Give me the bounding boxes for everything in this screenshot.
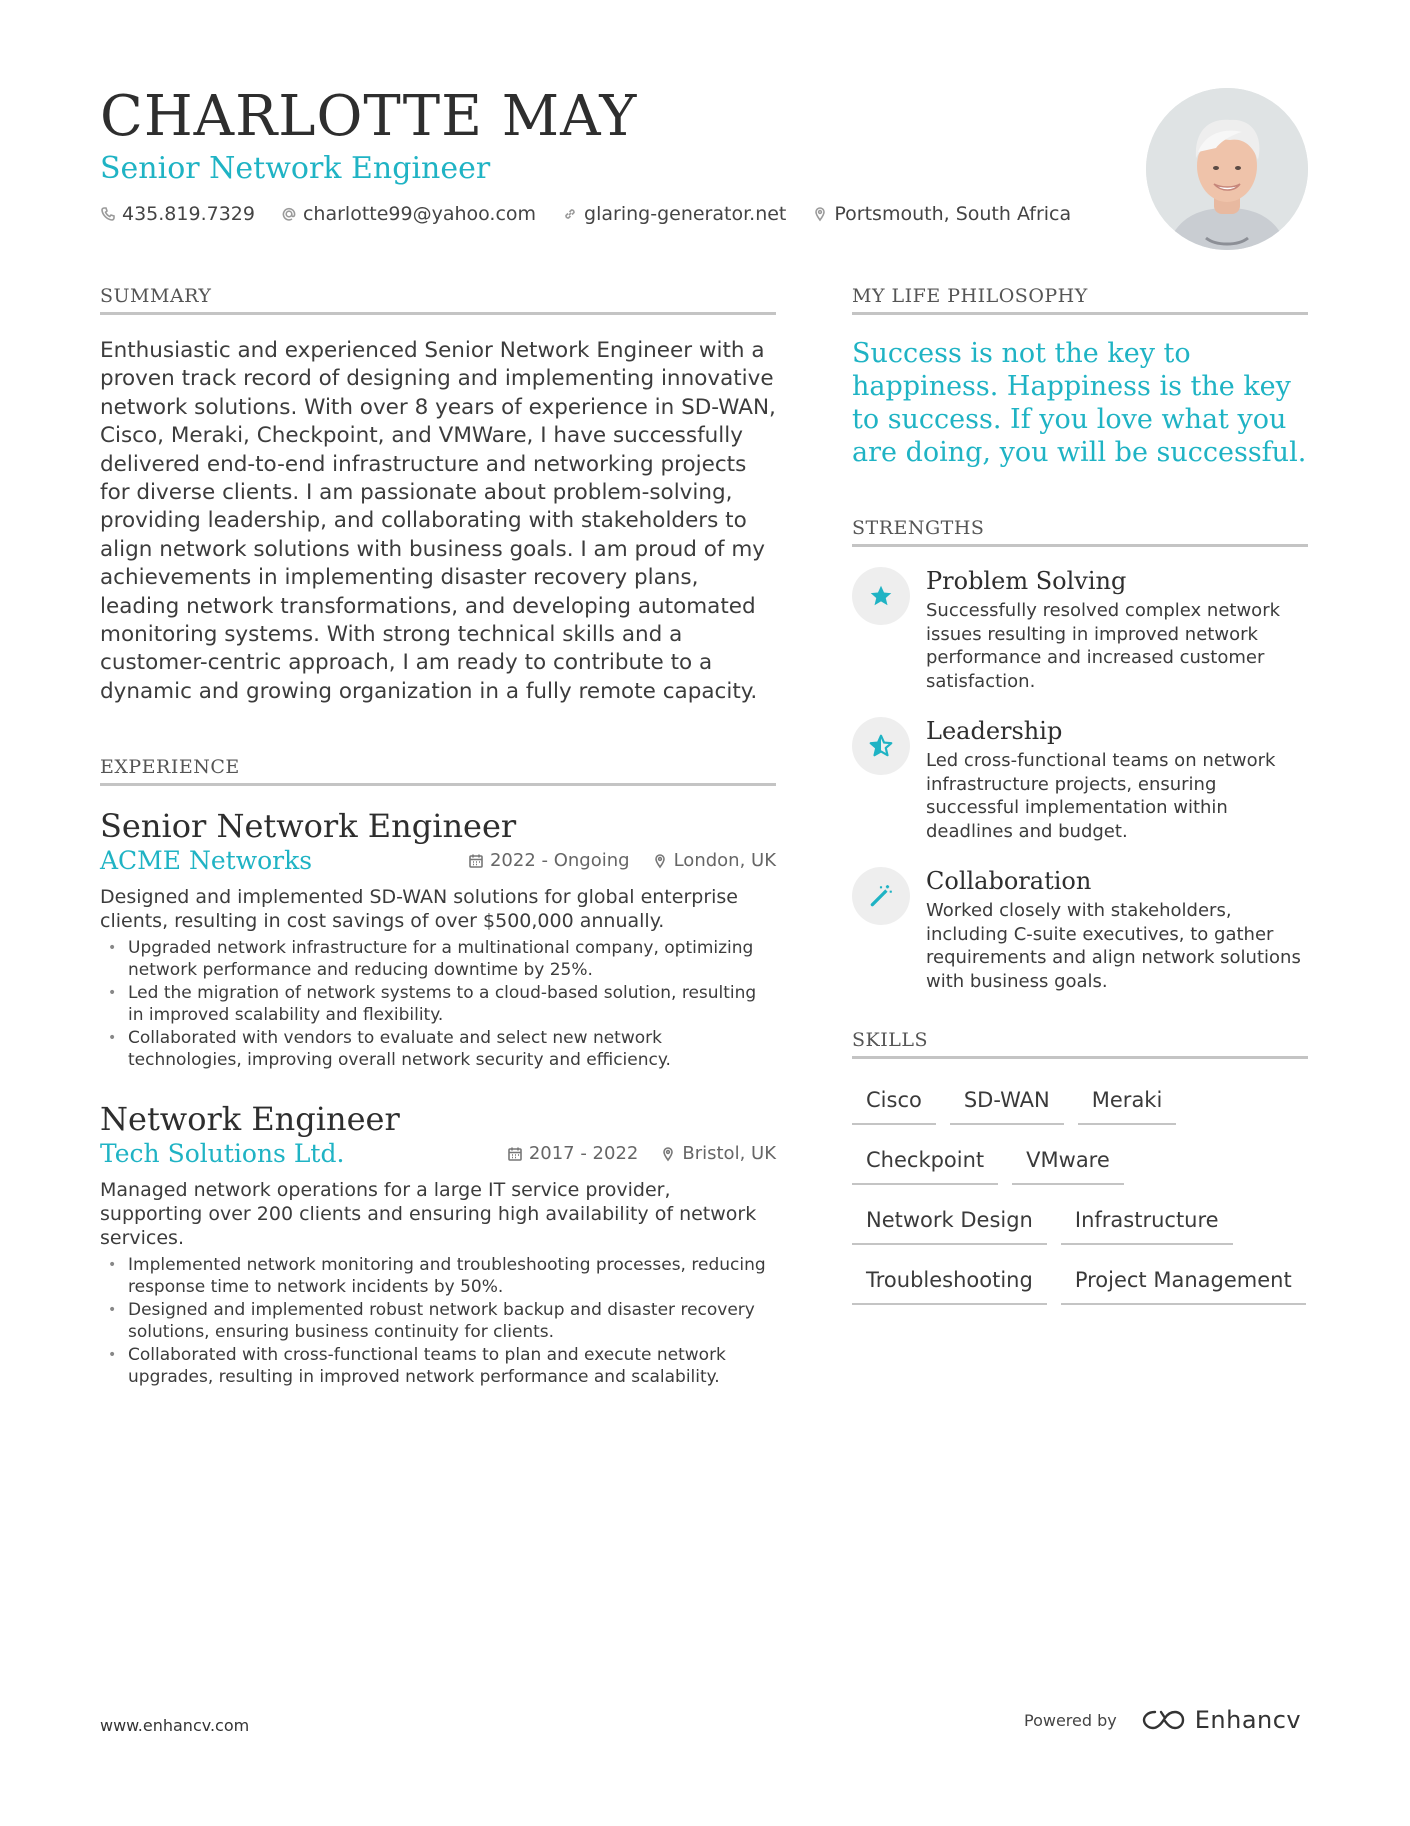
job-bullet: • Upgraded network infrastructure for a multinational company, optimizing network performance and reducing downtime by 25%. xyxy=(100,937,776,981)
skill-tag: Project Management xyxy=(1061,1259,1306,1305)
skills-heading: SKILLS xyxy=(852,1029,1308,1059)
skill-tag: Meraki xyxy=(1078,1079,1177,1125)
job-bullets xyxy=(100,937,776,1071)
strengths-heading: STRENGTHS xyxy=(852,517,1308,547)
candidate-title: Senior Network Engineer xyxy=(100,151,491,186)
calendar-icon xyxy=(507,1146,523,1162)
job-location xyxy=(652,850,776,871)
brand-name: Enhancv xyxy=(1194,1706,1302,1734)
strength-description: Successfully resolved complex network issues resulting in improved network performance and increased customer satisfaction. xyxy=(926,600,1281,692)
job-meta xyxy=(507,1143,776,1164)
strength-description: Led cross-functional teams on network infrastructure projects, ensuring successful implementation within deadlines and budget. xyxy=(926,750,1276,842)
contact-phone[interactable] xyxy=(100,203,255,225)
job-bullet: • Implemented network monitoring and troubleshooting processes, reducing response time to network incidents by 50%. xyxy=(100,1254,776,1298)
portrait-image xyxy=(1146,88,1308,250)
job-meta-row xyxy=(100,846,776,875)
job-bullet: • Designed and implemented robust network backup and disaster recovery solutions, ensuring business continuity for clients. xyxy=(100,1299,776,1343)
powered-by-text: Powered by xyxy=(1024,1710,1117,1730)
profile-photo xyxy=(1146,88,1308,250)
resume-header xyxy=(100,85,1100,225)
philosophy-heading: MY LIFE PHILOSOPHY xyxy=(852,285,1308,315)
skills-section xyxy=(852,1029,1308,1305)
enhancv-logo-icon xyxy=(1141,1707,1187,1733)
philosophy-section xyxy=(852,285,1308,469)
skill-tag: Network Design xyxy=(852,1199,1047,1245)
job-meta xyxy=(468,850,776,871)
job-location-text: London, UK xyxy=(673,850,776,872)
contact-location xyxy=(812,203,1071,225)
strengths-section xyxy=(852,517,1308,993)
job-location xyxy=(660,1143,776,1164)
link-icon xyxy=(562,206,578,222)
skill-tag: Cisco xyxy=(852,1079,936,1125)
location-pin-icon xyxy=(652,853,668,869)
skill-tag: VMware xyxy=(1012,1139,1124,1185)
location-text: Portsmouth, South Africa xyxy=(834,203,1072,225)
strength-item xyxy=(852,865,1308,993)
magic-wand-icon xyxy=(852,867,910,925)
summary-text: Enthusiastic and experienced Senior Network Engineer with a proven track record of designing and implementing innovative network solutions. With over 8 years of experience in SD-WAN, Cisco, Meraki, Checkpoint, and VMWare, I have successfully delivered end-to-end infrastructure and networking projects for diverse clients. I am passionate about problem-solving, providing leadership, and collaborating with stakeholders to align network solutions with business goals. I am proud of my achievements in implementing disaster recovery plans, leading network transformations, and developing automated monitoring systems. With strong technical skills and a customer-centric approach, I am ready to contribute to a dynamic and growing organization in a fully remote capacity. xyxy=(100,338,776,704)
summary-section xyxy=(100,285,776,706)
job-dates-text: 2017 - 2022 xyxy=(528,1143,639,1165)
job-dates xyxy=(507,1143,639,1164)
strength-description: Worked closely with stakeholders, including C-suite executives, to gather requirements and align network solutions with business goals. xyxy=(926,900,1301,992)
company-name: Tech Solutions Ltd. xyxy=(100,1139,345,1169)
phone-icon xyxy=(100,206,116,222)
strength-title: Collaboration xyxy=(926,867,1092,895)
job-title: Network Engineer xyxy=(100,1100,400,1139)
email-text: charlotte99@yahoo.com xyxy=(302,203,537,225)
summary-heading: SUMMARY xyxy=(100,285,776,315)
brand-logo[interactable] xyxy=(1141,1706,1301,1734)
contact-email[interactable] xyxy=(281,203,536,225)
footer-website[interactable]: www.enhancv.com xyxy=(100,1716,250,1735)
job-bullet: • Collaborated with vendors to evaluate and select new network technologies, improving overall network security and efficiency. xyxy=(100,1027,776,1071)
star-icon xyxy=(852,567,910,625)
strengths-list xyxy=(852,565,1308,993)
location-pin-icon xyxy=(812,206,828,222)
left-column xyxy=(100,285,776,1389)
skill-tag: Checkpoint xyxy=(852,1139,998,1185)
philosophy-quote: Success is not the key to happiness. Happiness is the key to success. If you love what you are doing, you will be successful. xyxy=(852,338,1307,468)
job-bullet: • Led the migration of network systems to a cloud-based solution, resulting in improved scalability and flexibility. xyxy=(100,982,776,1026)
strength-item xyxy=(852,565,1308,693)
at-icon xyxy=(281,206,297,222)
job-entry xyxy=(100,806,776,1071)
website-text: glaring-generator.net xyxy=(584,203,787,225)
company-name: ACME Networks xyxy=(100,846,313,876)
phone-text: 435.819.7329 xyxy=(122,203,255,225)
experience-heading: EXPERIENCE xyxy=(100,756,776,786)
job-location-text: Bristol, UK xyxy=(682,1143,776,1165)
calendar-icon xyxy=(468,853,484,869)
strength-title: Leadership xyxy=(926,717,1063,745)
job-dates xyxy=(468,850,630,871)
right-column xyxy=(852,285,1308,1305)
contact-bar xyxy=(100,203,1100,225)
job-bullet: • Collaborated with cross-functional teams to plan and execute network upgrades, resulting in improved network performance and scalability. xyxy=(100,1344,776,1388)
job-bullets xyxy=(100,1254,776,1388)
contact-website[interactable] xyxy=(562,203,786,225)
job-entry xyxy=(100,1099,776,1388)
location-pin-icon xyxy=(660,1146,676,1162)
skill-tag: SD-WAN xyxy=(950,1079,1064,1125)
half-star-icon xyxy=(852,717,910,775)
skill-tag: Troubleshooting xyxy=(852,1259,1047,1305)
strength-item xyxy=(852,715,1308,843)
job-description: Managed network operations for a large IT service provider, supporting over 200 clients and ensuring high availability of network services. xyxy=(100,1179,757,1250)
experience-section xyxy=(100,756,776,1388)
footer-branding xyxy=(1024,1706,1301,1734)
job-meta-row xyxy=(100,1139,776,1168)
job-dates-text: 2022 - Ongoing xyxy=(489,850,630,872)
strength-title: Problem Solving xyxy=(926,567,1127,595)
job-description: Designed and implemented SD-WAN solutions for global enterprise clients, resulting in cost savings of over $500,000 annually. xyxy=(100,886,738,933)
job-title: Senior Network Engineer xyxy=(100,807,517,846)
skills-list xyxy=(852,1079,1308,1305)
candidate-name: CHARLOTTE MAY xyxy=(100,84,638,149)
skill-tag: Infrastructure xyxy=(1061,1199,1233,1245)
